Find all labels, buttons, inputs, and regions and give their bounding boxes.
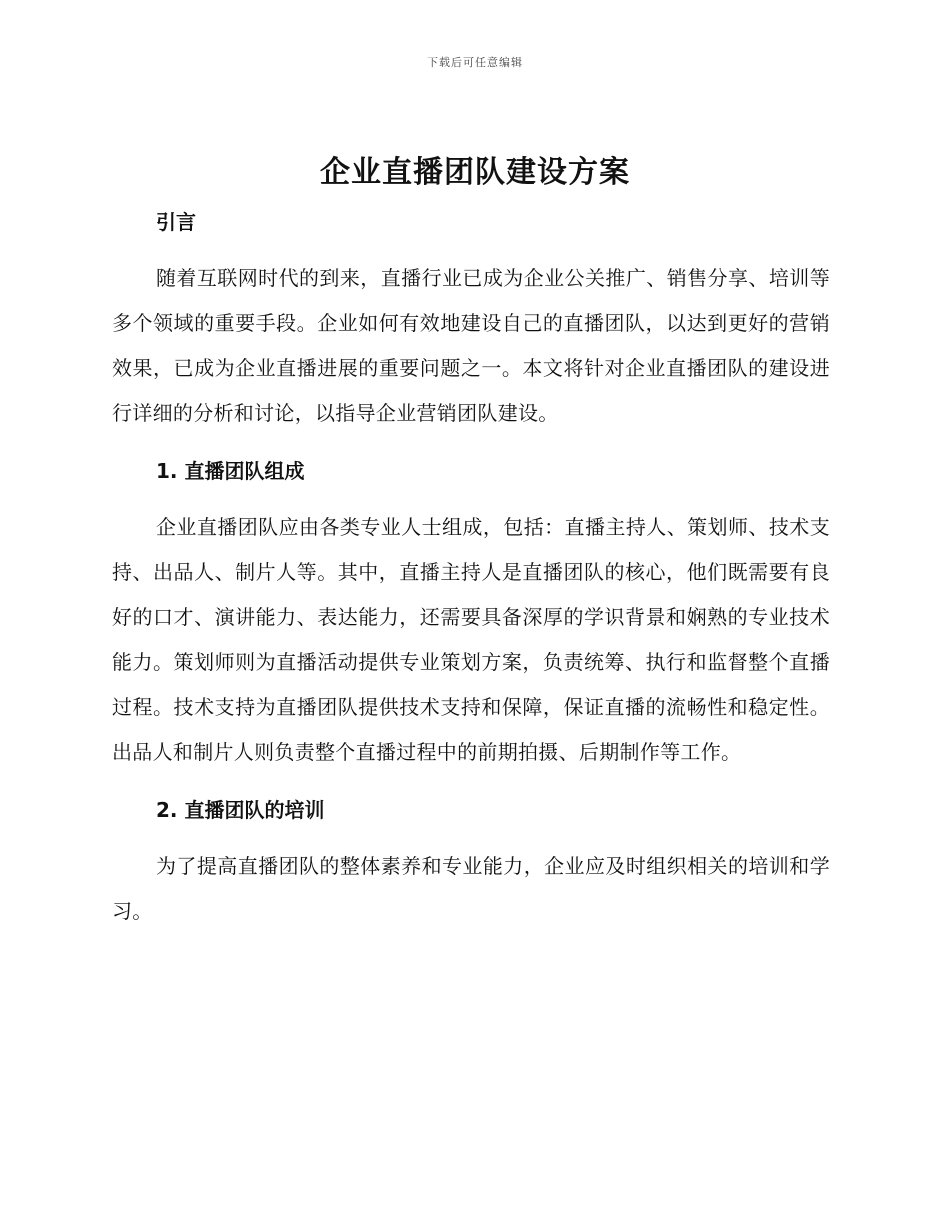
section-heading-team-training: 2. 直播团队的培训 — [156, 798, 325, 822]
section-heading-team-composition: 1. 直播团队组成 — [156, 459, 305, 483]
section-paragraph-intro: 随着互联网时代的到来，直播行业已成为企业公关推广、销售分享、培训等多个领域的重要手段。企业如何有效地建设自己的直播团队，以达到更好的营销效果，已成为企业直播进展的重要问题之一。本文将针对企业直播团队的建设进行详细的分析和讨论，以指导企业营销团队建设。 — [112, 266, 830, 425]
header-note: 下载后可任意编辑 — [427, 56, 523, 69]
section-paragraph-team-training: 为了提高直播团队的整体素养和专业能力，企业应及时组织相关的培训和学习。 — [112, 854, 830, 923]
document-body — [112, 202, 830, 934]
section-heading-intro: 引言 — [156, 210, 196, 234]
section-paragraph-team-composition: 企业直播团队应由各类专业人士组成，包括：直播主持人、策划师、技术支持、出品人、制片人等。其中，直播主持人是直播团队的核心，他们既需要有良好的口才、演讲能力、表达能力，还需要具备深厚的学识背景和娴熟的专业技术能力。策划师则为直播活动提供专业策划方案，负责统筹、执行和监督整个直播过程。技术支持为直播团队提供技术支持和保障，保证直播的流畅性和稳定性。出品人和制片人则负责整个直播过程中的前期拍摄、后期制作等工作。 — [112, 515, 830, 764]
document-title: 企业直播团队建设方案 — [320, 155, 630, 190]
